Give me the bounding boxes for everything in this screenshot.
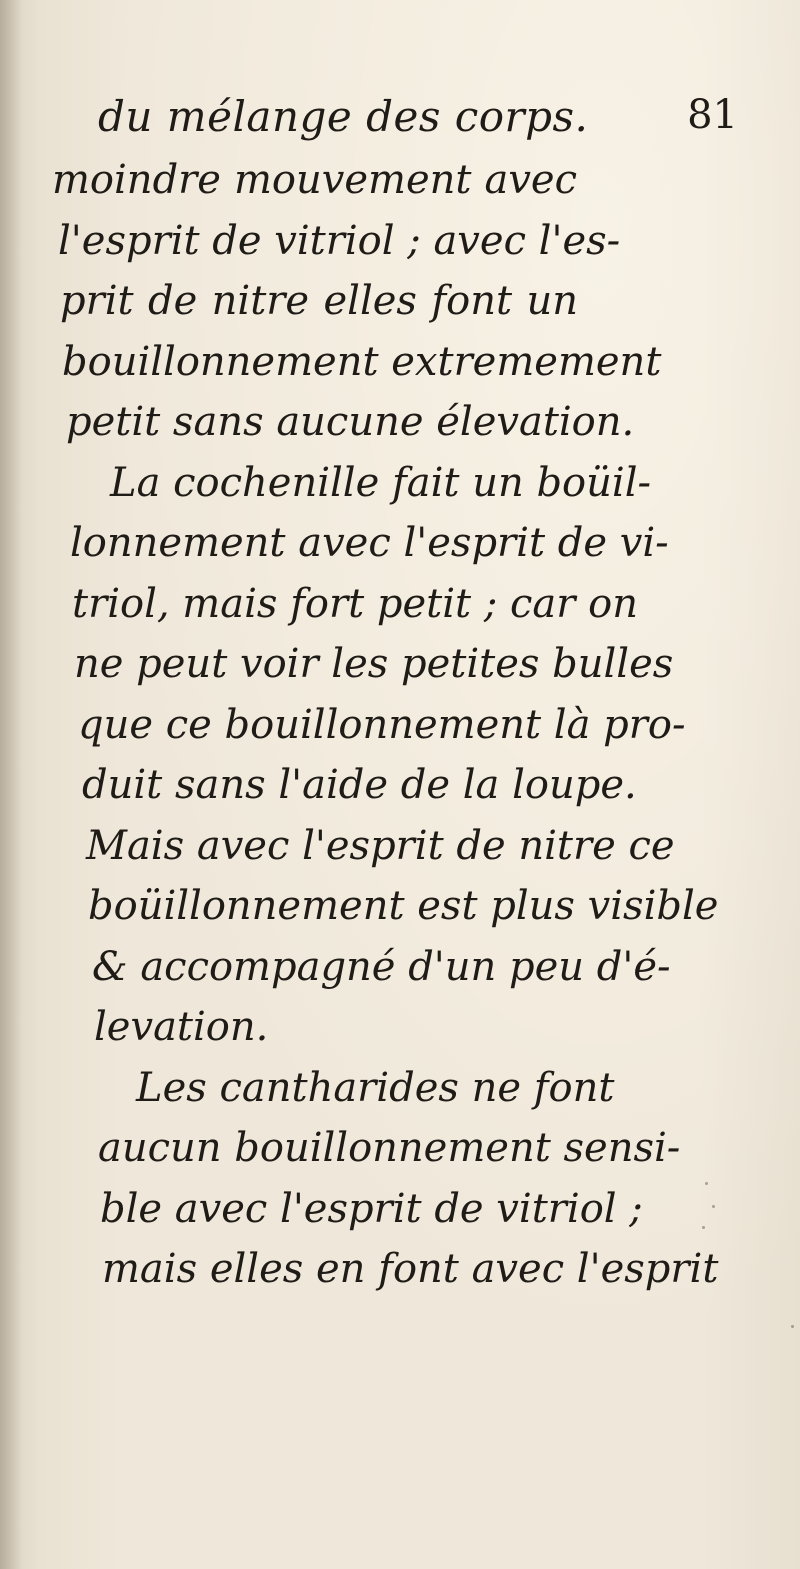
text-line: Mais avec l'esprit de nitre ce (86, 822, 675, 869)
paper-speck (712, 1205, 715, 1208)
text-line: & accompagné d'un peu d'é- (92, 943, 671, 990)
text-line: l'esprit de vitriol ; avec l'es- (58, 217, 621, 264)
text-line: bouillonnement extremement (62, 338, 662, 385)
paper-speck (705, 1182, 708, 1185)
text-line: mais elles en font avec l'esprit (102, 1246, 719, 1292)
text-line: Les cantharides ne font (136, 1064, 615, 1111)
text-line: levation. (94, 1004, 269, 1050)
text-line: boüillonnement est plus visible (88, 883, 719, 929)
page-number: 81 (687, 92, 738, 138)
paper-speck (702, 1226, 705, 1229)
text-line: petit sans aucune élevation. (66, 399, 635, 445)
running-head (98, 92, 738, 148)
text-line: lonnement avec l'esprit de vi- (70, 520, 669, 566)
text-line: duit sans l'aide de la loupe. (82, 762, 637, 808)
text-line: prit de nitre elles font un (60, 278, 578, 324)
text-line: moindre mouvement avec (52, 157, 577, 203)
body-text (10, 150, 750, 1300)
text-line: La cochenille fait un boüil- (110, 459, 651, 506)
text-line: aucun bouillonnement sensi- (98, 1125, 681, 1171)
text-line: ne peut voir les petites bulles (74, 641, 674, 687)
paper-speck (791, 1325, 794, 1328)
text-line: triol, mais fort petit ; car on (72, 580, 638, 627)
running-head-title: du mélange des corps. (98, 92, 589, 141)
text-line: ble avec l'esprit de vitriol ; (100, 1185, 643, 1232)
text-line: que ce bouillonnement là pro- (78, 701, 686, 748)
